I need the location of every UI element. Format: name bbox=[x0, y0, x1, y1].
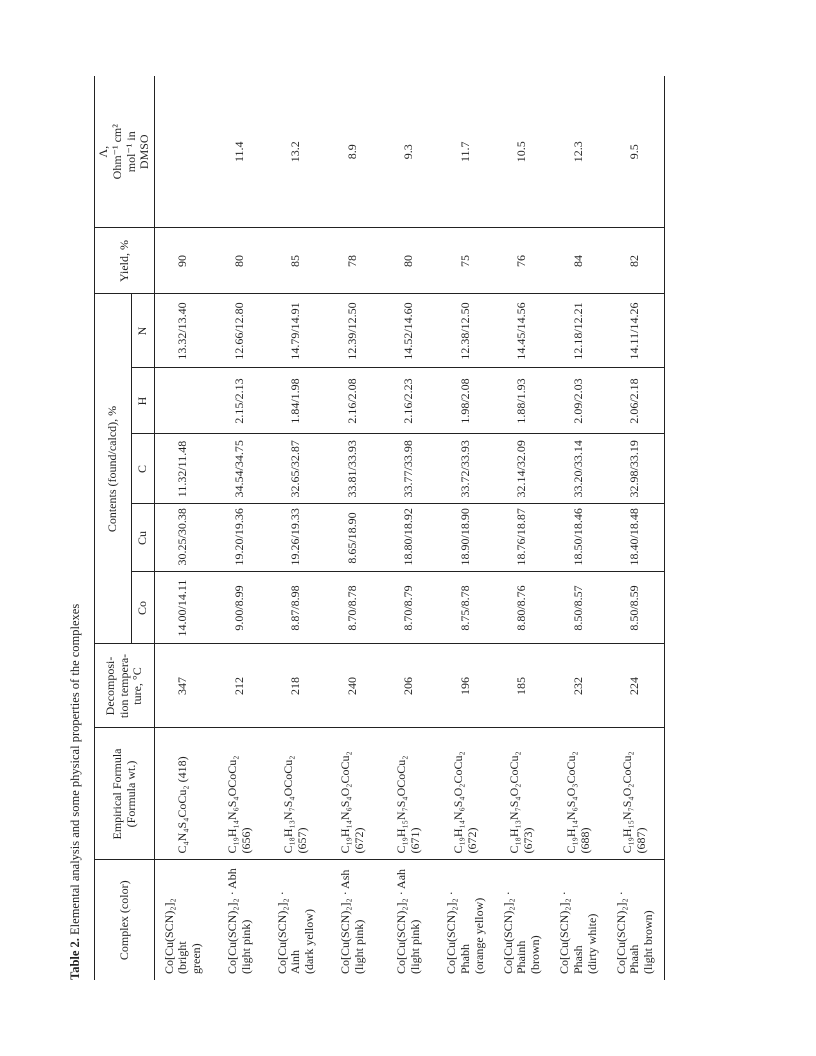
cell-conductivity: 11.4 bbox=[212, 76, 269, 228]
cell-n: 13.32/13.40 bbox=[155, 294, 212, 368]
cell-formula: C₁₉H₁₄N₆S₄O₂CoCu₂ (672) bbox=[438, 728, 495, 860]
cell-complex: Co[Cu(SCN)₂]₂ · Ash (light pink) bbox=[337, 869, 366, 974]
header-c: C bbox=[132, 434, 155, 504]
cell-conductivity bbox=[155, 76, 212, 228]
cell-cu: 18.76/18.87 bbox=[494, 504, 551, 572]
cell-conductivity: 10.5 bbox=[494, 76, 551, 228]
table-row bbox=[155, 76, 212, 980]
table-row bbox=[212, 76, 269, 980]
cell-cu: 18.80/18.92 bbox=[381, 504, 438, 572]
table-row bbox=[551, 76, 608, 980]
header-co: Co bbox=[132, 572, 155, 644]
header-n: N bbox=[132, 294, 155, 368]
cell-co: 14.00/14.11 bbox=[155, 572, 212, 644]
table-caption bbox=[68, 604, 83, 980]
cell-yield: 76 bbox=[494, 228, 551, 294]
table-row bbox=[268, 76, 325, 980]
header-yield: Yield, % bbox=[95, 228, 155, 294]
caption-label: Table 2. bbox=[68, 938, 82, 980]
table-row bbox=[438, 76, 495, 980]
cell-formula: C₁₉H₁₅N₇S₄OCoCu₂ (671) bbox=[381, 728, 438, 860]
table-row bbox=[325, 76, 382, 980]
cell-conductivity: 9.5 bbox=[607, 76, 664, 228]
cell-decomp: 232 bbox=[551, 644, 608, 728]
cell-yield: 85 bbox=[268, 228, 325, 294]
table-row bbox=[607, 76, 664, 980]
cell-conductivity: 13.2 bbox=[268, 76, 325, 228]
cell-conductivity: 9.3 bbox=[381, 76, 438, 228]
cell-complex: Co[Cu(SCN)₂]₂ · Phash (dirty white) bbox=[557, 891, 599, 974]
cell-yield: 80 bbox=[212, 228, 269, 294]
cell-complex: Co[Cu(SCN)₂]₂ · Aah (light pink) bbox=[394, 868, 423, 974]
cell-co: 8.87/8.98 bbox=[268, 572, 325, 644]
cell-n: 14.11/14.26 bbox=[607, 294, 664, 368]
cell-c: 11.32/11.48 bbox=[155, 434, 212, 504]
header-cu: Cu bbox=[132, 504, 155, 572]
properties-table bbox=[94, 76, 665, 980]
header-decomposition: Decomposi- tion tempera- ture, °C bbox=[95, 644, 155, 728]
cell-complex: Co[Cu(SCN)₂]₂ (bright green) bbox=[161, 898, 204, 974]
cell-c: 33.20/33.14 bbox=[551, 434, 608, 504]
cell-decomp: 218 bbox=[268, 644, 325, 728]
cell-n: 12.39/12.50 bbox=[325, 294, 382, 368]
cell-yield: 90 bbox=[155, 228, 212, 294]
cell-cu: 18.40/18.48 bbox=[607, 504, 664, 572]
cell-h: 2.06/2.18 bbox=[607, 368, 664, 434]
cell-h: 2.09/2.03 bbox=[551, 368, 608, 434]
cell-co: 8.50/8.59 bbox=[607, 572, 664, 644]
cell-cu: 18.90/18.90 bbox=[438, 504, 495, 572]
cell-formula: C₁₉H₁₅N₇S₄O₂CoCu₂ (687) bbox=[607, 728, 664, 860]
cell-cu: 8.65/18.90 bbox=[325, 504, 382, 572]
cell-n: 14.52/14.60 bbox=[381, 294, 438, 368]
cell-formula: C₁₈H₁₃N₇S₄O₂CoCu₂ (673) bbox=[494, 728, 551, 860]
cell-decomp: 240 bbox=[325, 644, 382, 728]
cell-decomp: 196 bbox=[438, 644, 495, 728]
cell-c: 33.72/33.93 bbox=[438, 434, 495, 504]
cell-conductivity: 12.3 bbox=[551, 76, 608, 228]
cell-c: 32.98/33.19 bbox=[607, 434, 664, 504]
cell-decomp: 185 bbox=[494, 644, 551, 728]
table-row bbox=[381, 76, 438, 980]
cell-formula: C₄N₄S₄CoCu₂ (418) bbox=[155, 728, 212, 860]
cell-c: 34.54/34.75 bbox=[212, 434, 269, 504]
cell-n: 14.45/14.56 bbox=[494, 294, 551, 368]
cell-complex: Co[Cu(SCN)₂]₂ · Abh (light pink) bbox=[224, 868, 253, 974]
cell-cu: 18.50/18.46 bbox=[551, 504, 608, 572]
cell-formula: C₁₉H₁₄N₆S₄O₂CoCu₂ (672) bbox=[325, 728, 382, 860]
cell-h: 2.16/2.08 bbox=[325, 368, 382, 434]
cell-h bbox=[155, 368, 212, 434]
cell-decomp: 212 bbox=[212, 644, 269, 728]
cell-c: 33.81/33.93 bbox=[325, 434, 382, 504]
header-conductivity: Λ, Ohm⁻¹ cm² mol⁻¹ in DMSO bbox=[95, 76, 155, 228]
header-h: H bbox=[132, 368, 155, 434]
cell-co: 9.00/8.99 bbox=[212, 572, 269, 644]
cell-yield: 84 bbox=[551, 228, 608, 294]
header-complex: Complex (color) bbox=[95, 860, 155, 980]
cell-yield: 80 bbox=[381, 228, 438, 294]
cell-co: 8.70/8.78 bbox=[325, 572, 382, 644]
cell-yield: 82 bbox=[607, 228, 664, 294]
cell-complex: Co[Cu(SCN)₂]₂ · Phabh (orange yellow) bbox=[444, 891, 486, 974]
cell-n: 12.38/12.50 bbox=[438, 294, 495, 368]
cell-yield: 75 bbox=[438, 228, 495, 294]
cell-decomp: 206 bbox=[381, 644, 438, 728]
cell-h: 2.15/2.13 bbox=[212, 368, 269, 434]
cell-co: 8.50/8.57 bbox=[551, 572, 608, 644]
cell-h: 1.88/1.93 bbox=[494, 368, 551, 434]
cell-h: 1.98/2.08 bbox=[438, 368, 495, 434]
cell-co: 8.70/8.79 bbox=[381, 572, 438, 644]
cell-yield: 78 bbox=[325, 228, 382, 294]
header-contents: Contents (found/calcd), % bbox=[95, 294, 132, 644]
cell-cu: 19.26/19.33 bbox=[268, 504, 325, 572]
cell-formula: C₁₈H₁₃N₇S₄OCoCu₂ (657) bbox=[268, 728, 325, 860]
cell-n: 12.66/12.80 bbox=[212, 294, 269, 368]
cell-co: 8.75/8.78 bbox=[438, 572, 495, 644]
cell-cu: 19.20/19.36 bbox=[212, 504, 269, 572]
cell-decomp: 224 bbox=[607, 644, 664, 728]
cell-conductivity: 11.7 bbox=[438, 76, 495, 228]
cell-decomp: 347 bbox=[155, 644, 212, 728]
cell-c: 32.14/32.09 bbox=[494, 434, 551, 504]
cell-c: 33.77/33.98 bbox=[381, 434, 438, 504]
table-row bbox=[494, 76, 551, 980]
cell-n: 14.79/14.91 bbox=[268, 294, 325, 368]
cell-conductivity: 8.9 bbox=[325, 76, 382, 228]
cell-formula: C₁₉H₁₄N₆S₄O₃CoCu₂ (688) bbox=[551, 728, 608, 860]
cell-complex: Co[Cu(SCN)₂]₂ · Ainh (dark yellow) bbox=[274, 891, 317, 974]
cell-h: 1.84/1.98 bbox=[268, 368, 325, 434]
cell-c: 32.65/32.87 bbox=[268, 434, 325, 504]
cell-complex: Co[Cu(SCN)₂]₂ · Phaah (light brown) bbox=[613, 891, 656, 974]
cell-n: 12.18/12.21 bbox=[551, 294, 608, 368]
cell-cu: 30.25/30.38 bbox=[155, 504, 212, 572]
header-formula: Empirical Formula (Formula wt.) bbox=[95, 728, 155, 860]
cell-co: 8.80/8.76 bbox=[494, 572, 551, 644]
caption-text: Elemental analysis and some physical properties of the complexes bbox=[68, 603, 82, 935]
cell-h: 2.16/2.23 bbox=[381, 368, 438, 434]
cell-formula: C₁₉H₁₄N₆S₄OCoCu₂ (656) bbox=[212, 728, 269, 860]
cell-complex: Co[Cu(SCN)₂]₂ · Phainh (brown) bbox=[500, 891, 543, 974]
